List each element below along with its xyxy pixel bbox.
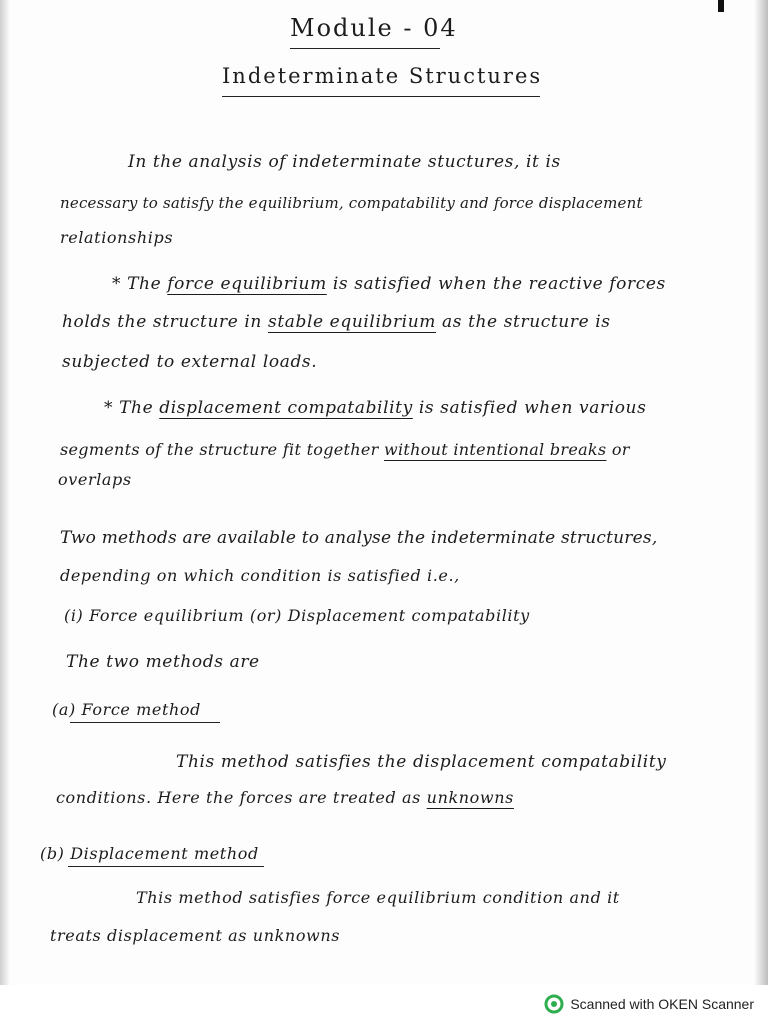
stable-equilibrium-term: stable equilibrium [268, 312, 436, 332]
displacement-method-line-1: This method satisfies force equilibrium condition and it [136, 888, 620, 907]
intro-line-2: necessary to satisfy the equilibrium, compatability and force displacement [60, 194, 643, 212]
without-intentional-breaks-term: without intentional breaks [383, 440, 607, 459]
topic-title: Indeterminate Structures [222, 64, 543, 88]
bullet-1-line-1 [112, 274, 666, 294]
topic-title-underline [222, 96, 540, 97]
force-method-line-2-start: conditions. Here the forces are treated as [56, 788, 427, 807]
methods-line-3: (i) Force equilibrium (or) Displacement compatability [64, 606, 530, 625]
bullet-1-line-2 [62, 312, 611, 332]
bullet-2-line-2 [60, 440, 630, 459]
intro-line-1: In the analysis of indeterminate stuctures, it is [128, 152, 561, 172]
force-method-line-1: This method satisfies the displacement compatability [176, 752, 667, 772]
module-title-underline [290, 48, 440, 49]
bullet-2-line-2-start: segments of the structure fit together [60, 440, 384, 459]
bullet-2-suffix: is satisfied when various [412, 398, 647, 418]
oken-scanner-logo-icon [544, 994, 564, 1014]
force-method-heading: (a) Force method [52, 700, 201, 719]
force-method-underline [70, 722, 220, 723]
displacement-method-underline [68, 866, 264, 867]
force-method-line-2 [56, 788, 514, 807]
bullet-1-line-2-end: as the structure is [436, 312, 611, 332]
methods-line-2: depending on which condition is satisfied i.e., [60, 566, 460, 585]
page-edge-right [754, 0, 768, 985]
bullet-1-line-3: subjected to external loads. [62, 352, 318, 372]
intro-line-3: relationships [60, 228, 174, 247]
scanner-text: Scanned with OKEN Scanner [570, 996, 754, 1012]
methods-line-4: The two methods are [66, 652, 260, 672]
displacement-method-heading: (b) Displacement method [40, 844, 259, 863]
bullet-2-line-1 [104, 398, 646, 418]
unknowns-term: unknowns [426, 788, 514, 807]
scanner-watermark [544, 994, 754, 1014]
force-equilibrium-term: force equilibrium [167, 274, 327, 294]
bullet-1-prefix: * The [112, 274, 168, 294]
binding-mark [718, 0, 724, 12]
displacement-compatability-term: displacement compatability [159, 398, 413, 418]
module-title: Module - 04 [290, 14, 458, 42]
bullet-1-line-2-start: holds the structure in [62, 312, 268, 332]
bullet-1-suffix: is satisfied when the reactive forces [326, 274, 666, 294]
page-edge-left [0, 0, 10, 985]
bullet-2-prefix: * The [104, 398, 160, 418]
displacement-method-line-2: treats displacement as unknowns [50, 926, 341, 945]
methods-line-1: Two methods are available to analyse the indeterminate structures, [60, 528, 658, 548]
bullet-2-line-3: overlaps [58, 470, 132, 489]
bullet-2-line-2-end: or [606, 440, 630, 459]
